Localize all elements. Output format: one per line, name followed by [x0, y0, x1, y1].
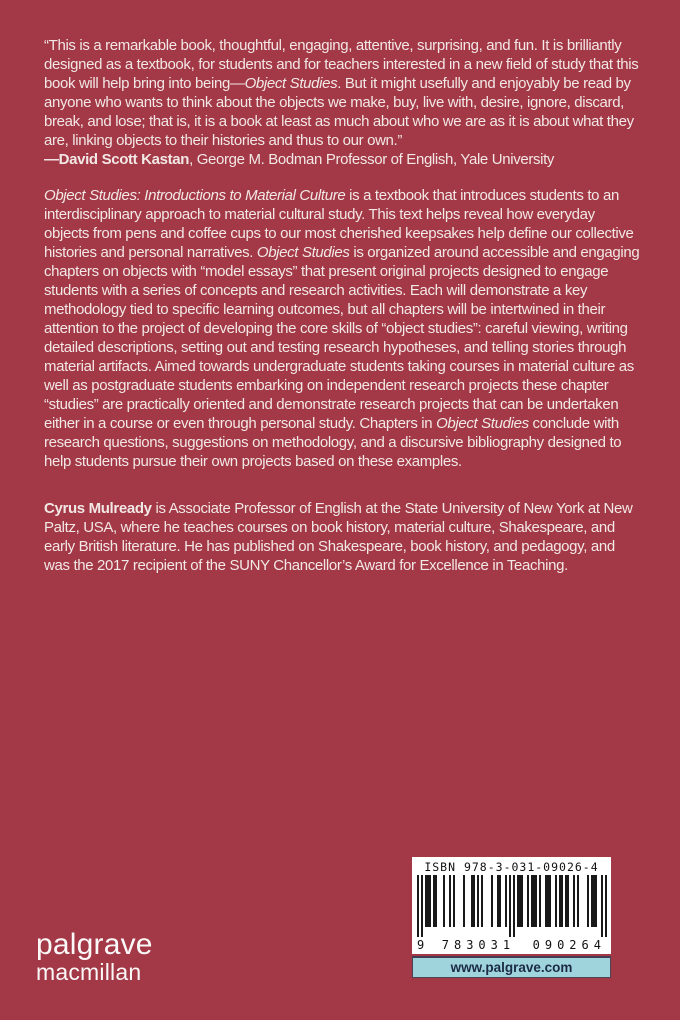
logo-macmillan-text: macmillan [36, 959, 142, 985]
barcode-digits [417, 938, 606, 952]
isbn-label: ISBN 978-3-031-09026-4 [424, 860, 599, 874]
palgrave-macmillan-logo [36, 930, 153, 984]
publisher-url: www.palgrave.com [450, 960, 573, 975]
barcode-digit-group: 783031 [441, 938, 516, 952]
quote-attribution: —David Scott Kastan, George M. Bodman Professor of English, Yale University [44, 151, 555, 168]
publisher-website-bar [412, 956, 611, 978]
book-description: Object Studies: Introductions to Material Culture is a textbook that introduces students to an interdisciplinary approach to material cultural study. This text helps reveal how everyday objects from pens and coffee cups to our most cherished keepsakes help define our collective histories and personal narratives. Object Studies is organized around accessible and engaging chapters on objects with “model essays” that present original projects designed to engage students with a series of concepts and research activities. Each will demonstrate a key methodology tied to specific learning outcomes, but all chapters will be intertwined in their attention to the project of developing the core skills of “object studies”: careful viewing, writing detailed descriptions, setting out and testing research hypotheses, and telling stories through material artifacts. Aimed towards undergraduate students taking courses in material culture as well as postgraduate students embarking on independent research projects these chapter “studies” are practically oriented and demonstrate research projects that can be undertaken either in a course or even through personal study. Chapters in Object Studies conclude with research questions, suggestions on methodology, and a discursive bibliography designed to help students pursue their own projects based on these examples. [44, 187, 640, 470]
barcode-block [412, 857, 611, 978]
barcode-panel [412, 857, 611, 954]
endorsement-quote: “This is a remarkable book, thoughtful, engaging, attentive, surprising, and fun. It is brilliantly designed as a textbook, for students and for teachers interested in a new field of study that this book will help bring into being—Object Studies. But it might usefully and enjoyably be read by anyone who wants to think about the objects we make, buy, live with, desire, ignore, discard, break, and lose; that is, it is a book at least as much about who we are as it is about what they are, linking objects to their histories and thus to our own.” [44, 37, 639, 149]
logo-palgrave-text: palgrave [36, 928, 153, 961]
barcode-digit-group: 090264 [532, 938, 606, 952]
ean13-barcode [412, 875, 611, 939]
barcode-digit-group: 9 [417, 938, 425, 952]
back-cover-text [44, 36, 640, 575]
author-bio: Cyrus Mulready is Associate Professor of English at the State University of New York at New Paltz, USA, where he teaches courses on book history, material culture, Shakespeare, and early British literature. He has published on Shakespeare, book history, and pedagogy, and was the 2017 recipient of the SUNY Chancellor’s Award for Excellence in Teaching. [44, 500, 633, 574]
